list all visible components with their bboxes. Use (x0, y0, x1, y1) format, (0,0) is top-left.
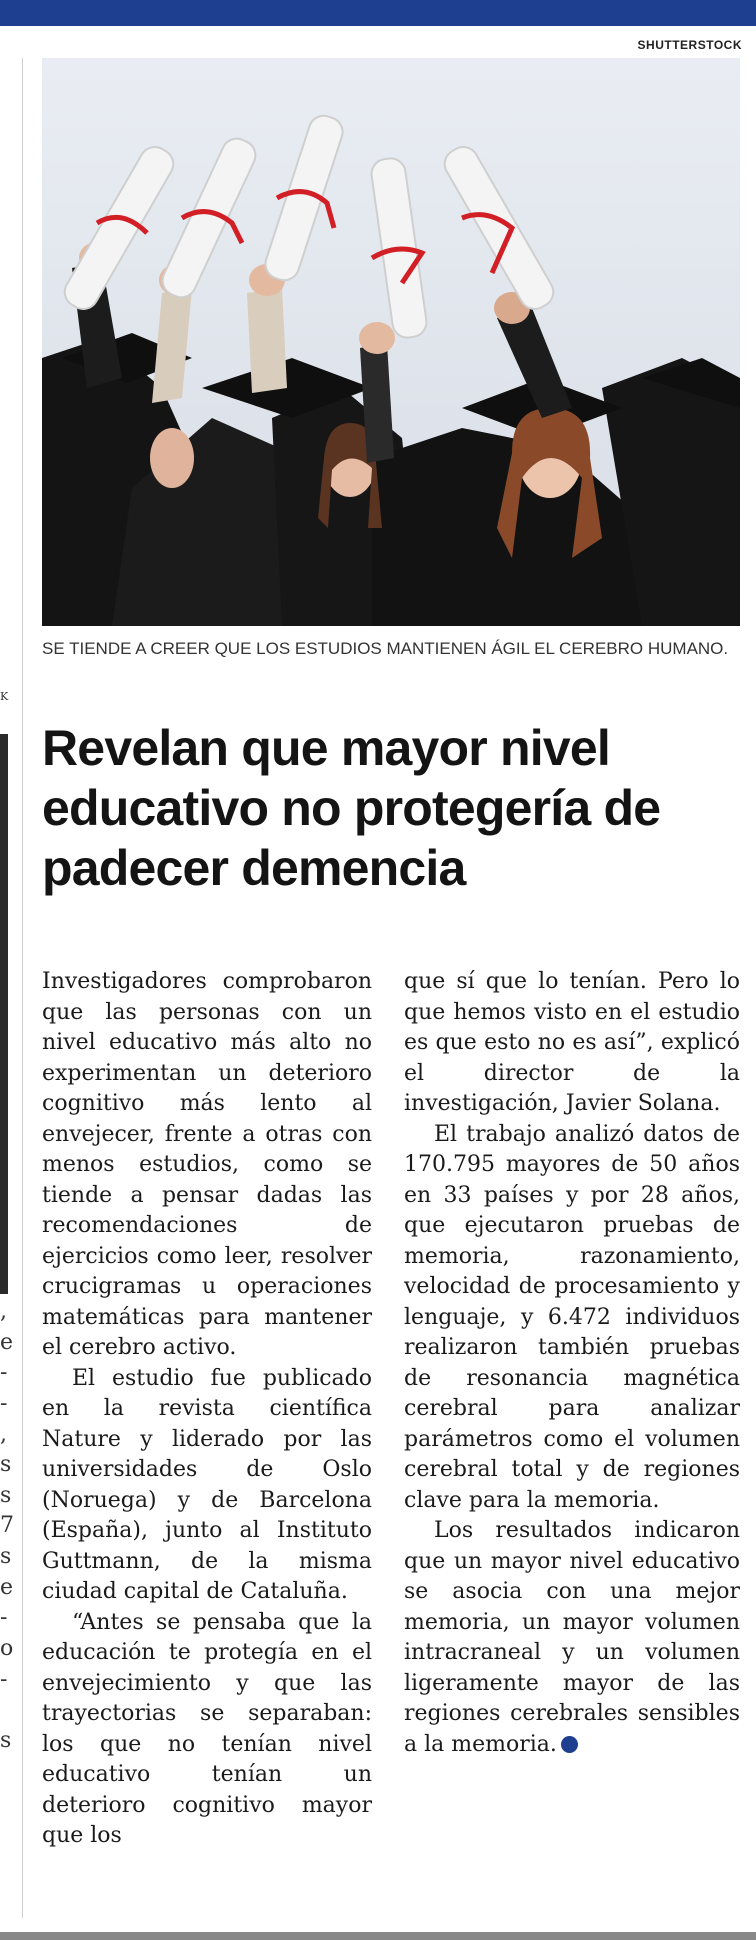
photo-credit: SHUTTERSTOCK (637, 38, 742, 52)
adjacent-article-fragment: e (0, 1330, 14, 1355)
adjacent-article-fragment: - (0, 1667, 8, 1692)
body-paragraph-final (404, 1516, 740, 1760)
photo-caption: SE TIENDE A CREER QUE LOS ESTUDIOS MANTIENEN ÁGIL EL CEREBRO HUMANO. (42, 639, 729, 658)
adjacent-article-fragment: , (0, 1299, 7, 1324)
article-column-2 (404, 967, 740, 1760)
body-paragraph: Investigadores comprobaron que las personas con un nivel educativo más alto no experimentan un deterioro cognitivo más lento al envejecer, frente a otras con menos estudios, como se tiende a pensar dadas las recomendaciones de ejercicios como leer, resolver crucigramas u operaciones matemáticas para mantener el cerebro activo. (42, 969, 372, 1360)
adjacent-article-fragment: o (0, 1636, 14, 1661)
adjacent-article-fragment: s (0, 1544, 12, 1569)
adjacent-article-fragment: s (0, 1483, 12, 1508)
body-paragraph: El estudio fue publicado en la revista científica Nature y liderado por las universidades de Oslo (Noruega) y de Barcelona (España), junto al Instituto Guttmann, de la misma ciudad capital de Cataluña. (42, 1365, 372, 1604)
adjacent-article-fragment: - (0, 1605, 8, 1630)
body-paragraph: El trabajo analizó datos de 170.795 mayores de 50 años en 33 países y por 28 años, que ejecutaron pruebas de memoria, razonamiento, velocidad de procesamiento y lenguaje, y 6.472 individuos realizaron también pruebas de resonancia magnética cerebral para analizar parámetros como el volumen cerebral total y de regiones clave para la memoria. (404, 1121, 740, 1513)
adjacent-article-fragment: s (0, 1452, 12, 1477)
final-paragraph-text: Los resultados indicaron que un mayor nivel educativo se asocia con una mejor memoria, un mayor volumen intracraneal y un volumen ligeramente mayor de las regiones cerebrales sensibles a la memoria. (404, 1518, 740, 1757)
footer-bar (0, 1932, 756, 1940)
graduates-photo (42, 58, 740, 626)
adjacent-article-fragment: s (0, 1728, 12, 1753)
star-circle-icon: ✪ (561, 1736, 578, 1753)
adjacent-article-fragment: K (0, 690, 9, 703)
adjacent-article-fragment: e (0, 1575, 14, 1600)
body-paragraph: que sí que lo tenían. Pero lo que hemos visto en el estudio es que esto no es así”, explicó el director de la investigación, Javier Solana. (404, 969, 740, 1116)
article-column-1 (42, 967, 372, 1852)
article-headline: Revelan que mayor nivel educativo no protegería de padecer demencia (42, 720, 661, 896)
adjacent-article-fragment: , (0, 1422, 7, 1447)
header-bar (0, 0, 756, 26)
adjacent-article-fragment: - (0, 1391, 8, 1416)
body-paragraph: “Antes se pensaba que la educación te protegía en el envejecimiento y que las trayectorias se separaban: los que no tenían nivel educativo tenían un deterioro cognitivo mayor que los (42, 1609, 372, 1848)
adjacent-article-fragment: - (0, 1360, 8, 1385)
adjacent-article-photo-edge (0, 734, 8, 1294)
adjacent-article-fragment: 7 (0, 1513, 14, 1538)
column-divider (22, 58, 23, 1918)
